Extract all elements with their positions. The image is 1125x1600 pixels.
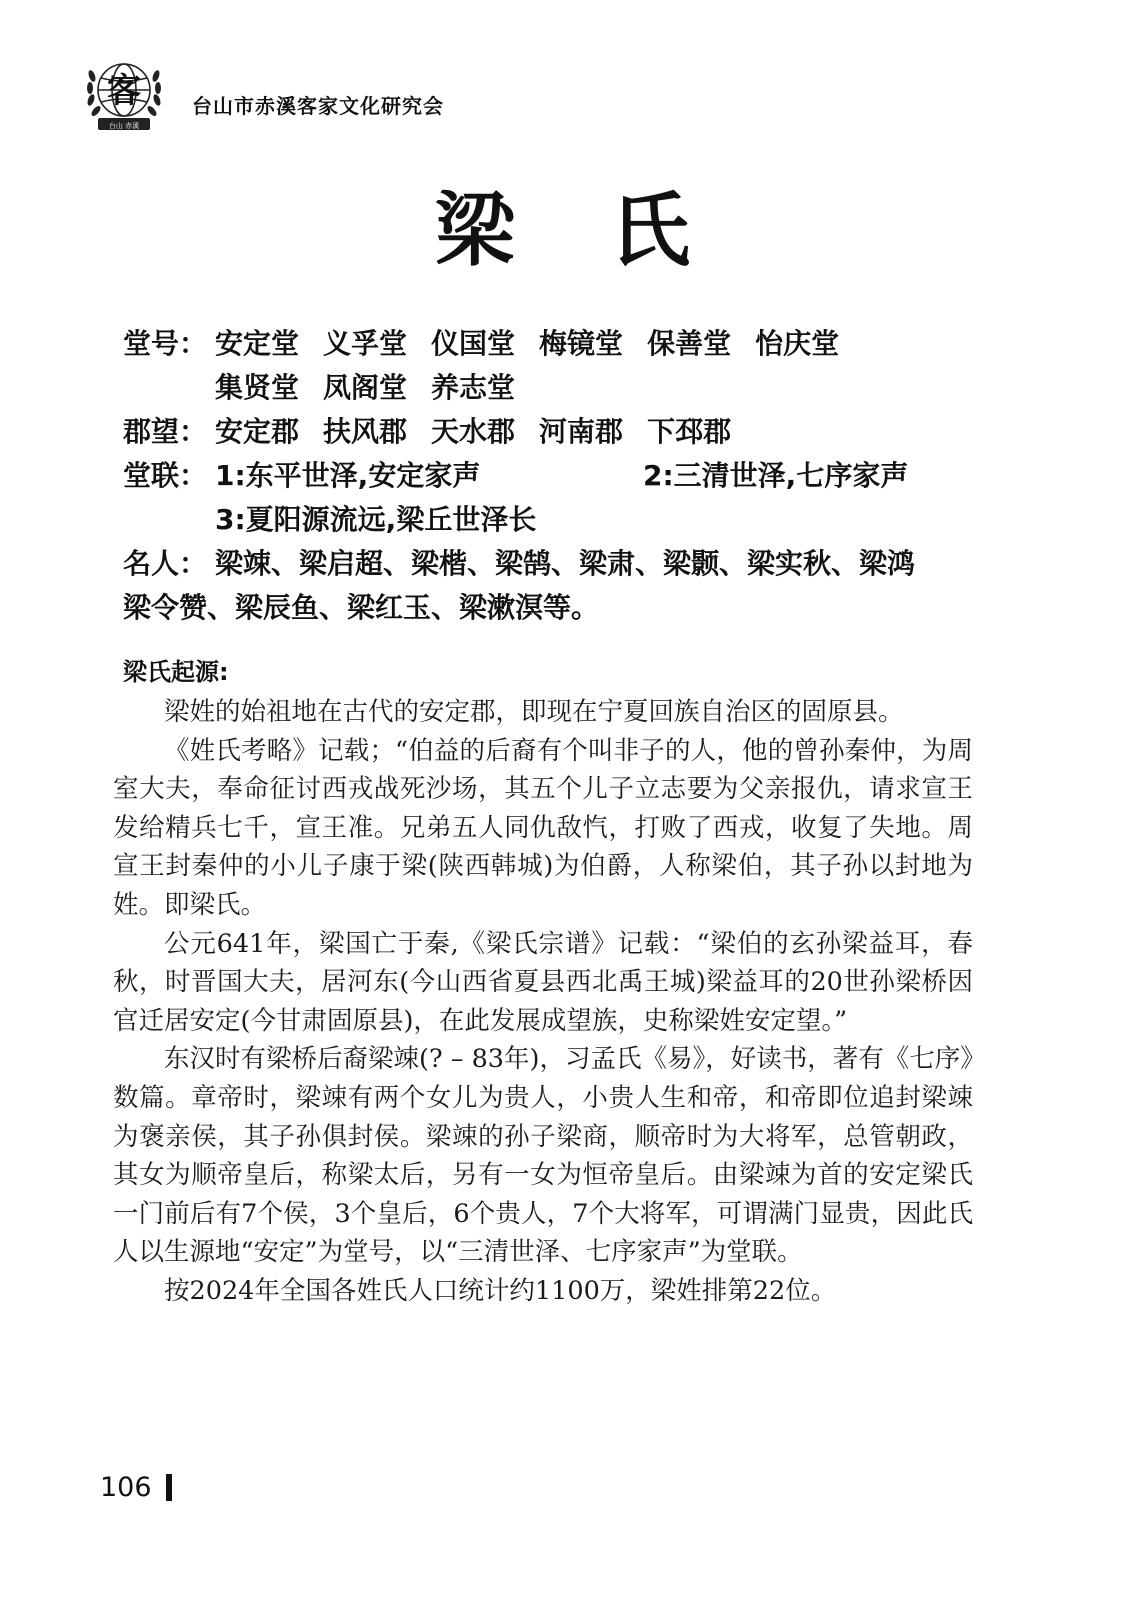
halls-row-continued — [123, 366, 1003, 410]
hall-name: 集贤堂 — [215, 371, 300, 404]
couplet-2: 2:三清世泽,七序家声 — [643, 459, 909, 492]
halls-list — [215, 322, 863, 366]
commandery-name: 下邳郡 — [647, 415, 732, 448]
globe-wreath-logo-icon — [84, 54, 164, 138]
halls-label: 堂号： — [123, 327, 208, 360]
famous-people-line-1: 梁竦、梁启超、梁楷、梁鹄、梁肃、梁颢、梁实秋、梁鸿 — [215, 547, 916, 580]
halls-list-continued — [215, 366, 539, 410]
commandery-name: 天水郡 — [431, 415, 516, 448]
origin-heading: 梁氏起源: — [123, 658, 229, 686]
page-marker-bar — [166, 1474, 172, 1501]
couplet-row-continued — [123, 498, 1003, 542]
hall-name: 怡庆堂 — [755, 327, 840, 360]
commandery-name: 安定郡 — [215, 415, 300, 448]
paragraph: 公元641年，梁国亡于秦,《梁氏宗谱》记载：“梁伯的玄孙梁益耳，春秋，时晋国大夫，居河东(今山西省夏县西北禹王城)梁益耳的20世孙梁桥因官迁居安定(今甘肃固原县)，在此发展成望族，史称梁姓安定望。” — [113, 928, 973, 1036]
logo-banner-text: 台山 赤溪 — [108, 122, 140, 130]
page-title: 梁氏 — [435, 183, 785, 277]
famous-label: 名人： — [123, 547, 208, 580]
logo-character: 客 — [107, 71, 141, 111]
paragraph: 《姓氏考略》记载；“伯益的后裔有个叫非子的人，他的曾孙秦仲，为周室大夫，奉命征讨西戎战死沙场，其五个儿子立志要为父亲报仇，请求宣王发给精兵七千，宣王准。兄弟五人同仇敌忾，打败了西戎，收复了失地。周宣王封秦仲的小儿子康于梁(陕西韩城)为伯爵，人称梁伯，其子孙以封地为姓。即梁氏。 — [113, 735, 973, 920]
commandery-name: 扶风郡 — [323, 415, 408, 448]
famous-people-row — [123, 542, 1003, 586]
commandery-name: 河南郡 — [539, 415, 624, 448]
organization-name: 台山市赤溪客家文化研究会 — [192, 94, 444, 118]
commandery-row — [123, 410, 1003, 454]
hall-name: 安定堂 — [215, 327, 300, 360]
couplet-3: 3:夏阳源流远,梁丘世泽长 — [215, 503, 537, 536]
origin-body — [113, 693, 973, 1311]
hall-name: 义孚堂 — [323, 327, 408, 360]
famous-people-line-2: 梁令赞、梁辰鱼、梁红玉、梁漱溟等。 — [123, 591, 600, 624]
couplet-row — [123, 454, 1003, 498]
hall-name: 梅镜堂 — [539, 327, 624, 360]
hall-name: 仪国堂 — [431, 327, 516, 360]
surname-info-block — [123, 322, 1003, 630]
famous-people-row-continued — [123, 586, 1003, 630]
paragraph: 东汉时有梁桥后裔梁竦(? – 83年)，习孟氏《易》，好读书，著有《七序》数篇。章帝时，梁竦有两个女儿为贵人，小贵人生和帝，和帝即位追封梁竦为褒亲侯，其子孙俱封侯。梁竦的孙子梁商，顺帝时为大将军，总管朝政，其女为顺帝皇后，称梁太后，另有一女为恒帝皇后。由梁竦为首的安定梁氏一门前后有7个侯，3个皇后，6个贵人，7个大将军，可谓满门显贵，因此氏人以生源地“安定”为堂号，以“三清世泽、七序家声”为堂联。 — [113, 1044, 973, 1268]
page-footer — [100, 1472, 172, 1503]
couplet-label: 堂联： — [123, 459, 208, 492]
paragraph: 梁姓的始祖地在古代的安定郡，即现在宁夏回族自治区的固原县。 — [164, 697, 904, 727]
page-number: 106 — [100, 1472, 152, 1503]
commandery-label: 郡望： — [123, 415, 208, 448]
couplet-1: 1:东平世泽,安定家声 — [215, 459, 481, 492]
page-header — [84, 54, 684, 138]
commandery-list — [215, 410, 755, 454]
hall-name: 保善堂 — [647, 327, 732, 360]
hall-name: 凤阁堂 — [323, 371, 408, 404]
hall-name: 养志堂 — [431, 371, 516, 404]
halls-row — [123, 322, 1003, 366]
paragraph: 按2024年全国各姓氏人口统计约1100万，梁姓排第22位。 — [164, 1275, 837, 1306]
